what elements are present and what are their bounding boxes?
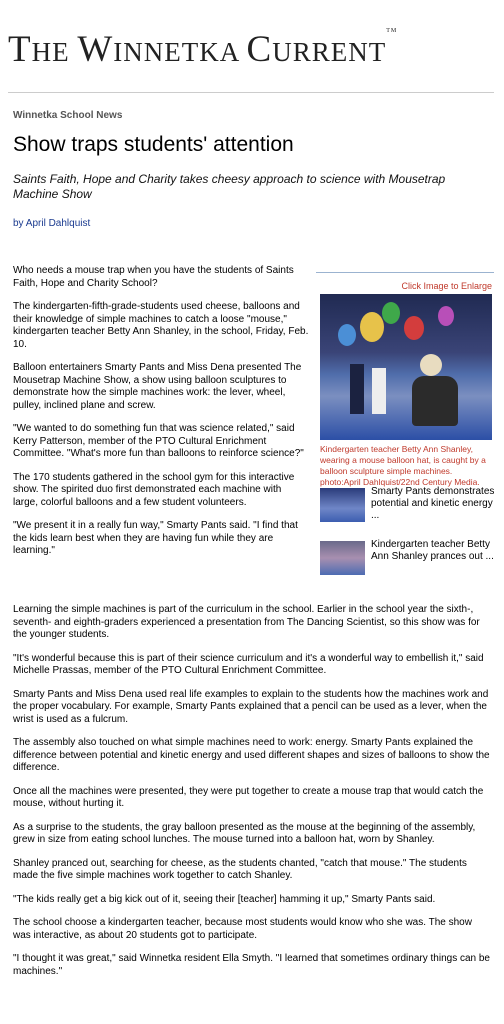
article-paragraph: Once all the machines were presented, they were put together to create a mouse trap that would catch the mouse, without hurting it. <box>13 785 484 809</box>
masthead-letter: C <box>246 29 273 70</box>
article-paragraph: Balloon entertainers Smarty Pants and Miss Dena presented The Mousetrap Machine Show, a show using balloon sculptures to demonstrate how the simple machines work: the lever, wheel, pulley, inclined plane and screw. <box>13 362 302 411</box>
section-label: Winnetka School News <box>13 110 123 121</box>
balloon-shape <box>382 302 400 324</box>
sidebar-divider <box>316 272 494 273</box>
article-paragraph: The school choose a kindergarten teacher, because most students would know who she was. The show was interactive, as about 20 students got to participate. <box>13 917 472 941</box>
thumbnail-image <box>320 488 365 522</box>
student-figure <box>350 364 364 414</box>
balloon-shape <box>360 312 384 342</box>
article-byline: by April Dahlquist <box>13 218 91 229</box>
thumbnail-caption: Kindergarten teacher Betty Ann Shanley prances out ... <box>371 539 494 562</box>
balloon-shape <box>338 324 356 346</box>
article-paragraph: "We present it in a really fun way," Smarty Pants said. "I find that the kids learn best when they are having fun while they are learning." <box>13 520 298 556</box>
masthead-word: INNETKA <box>113 37 247 67</box>
masthead-letter: T <box>8 29 32 70</box>
photo-caption: Kindergarten teacher Betty Ann Shanley, wearing a mouse balloon hat, is caught by a balloon sculpture simple machines. photo:April Dahlquist/22nd Century Media. <box>320 444 486 487</box>
article-paragraph: Learning the simple machines is part of the curriculum in the school. Earlier in the school year the sixth-, seventh- and eighth-graders experienced a presentation from The Dancing Scientist, so this show was for the younger students. <box>13 604 480 640</box>
article-body-column <box>13 265 309 569</box>
article-paragraph: Smarty Pants and Miss Dena used real life examples to explain to the students how the machines work and the proper vocabulary. For example, Smarty Pants explained that a pencil can be used as a lever, when the wrist is used as a fulcrum. <box>13 688 489 725</box>
article-paragraph: As a surprise to the students, the gray balloon presented as the mouse at the beginning of the assembly, grew in size from eating school lunches. The mouse turned into a balloon hat, worn by Shanley. <box>13 821 476 845</box>
balloon-shape <box>438 306 454 326</box>
article-paragraph: "We wanted to do something fun that was science related," said Kerry Patterson, member of the PTO Cultural Enrichment Committee. "What's more fun than balloons to reinforce science?" <box>13 423 304 459</box>
article-paragraph: "It's wonderful because this is part of their science curriculum and it's a wonderful way to embellish it," said Michelle Prassas, member of the PTO Cultural Enrichment Committee. <box>13 652 484 676</box>
article-paragraph: "The kids really get a big kick out of it, seeing their [teacher] hamming it up," Smarty Pants said. <box>13 893 436 905</box>
masthead-logo <box>8 28 488 68</box>
main-photo[interactable] <box>320 294 492 440</box>
thumbnail-caption: Smarty Pants demonstrates potential and kinetic energy ... <box>371 486 495 521</box>
teacher-figure <box>412 376 458 426</box>
enlarge-link[interactable]: Click Image to Enlarge <box>401 281 492 291</box>
article-paragraph: "I thought it was great," said Winnetka resident Ella Smyth. "I learned that sometimes ordinary things can be machines." <box>13 953 490 977</box>
article-headline: Show traps students' attention <box>13 133 294 156</box>
article-paragraph: The assembly also touched on what simple machines need to work: energy. Smarty Pants explained the difference between potential and kinetic energy and used different shapes and sizes of balloons to show the difference. <box>13 737 490 773</box>
masthead-word: URRENT <box>272 37 387 67</box>
thumbnail-image <box>320 541 365 575</box>
article-body-full <box>13 604 491 989</box>
masthead-letter: W <box>77 29 114 70</box>
article-deck: Saints Faith, Hope and Charity takes cheesy approach to science with Mousetrap Machine Show <box>13 172 446 201</box>
trademark-mark: TM <box>386 28 398 34</box>
masthead-word: HE <box>31 37 78 67</box>
student-figure <box>372 368 386 414</box>
balloon-shape <box>404 316 424 340</box>
header-divider <box>8 92 494 93</box>
article-paragraph: Who needs a mouse trap when you have the students of Saints Faith, Hope and Charity School? <box>13 265 294 289</box>
teacher-figure <box>420 354 442 376</box>
article-paragraph: Shanley pranced out, searching for cheese, as the students chanted, "catch that mouse." The students made the five simple machines work together to catch Shanley. <box>13 857 467 881</box>
article-paragraph: The 170 students gathered in the school gym for this interactive show. The spirited duo first demonstrated each machine with large, colorful balloons and a few student volunteers. <box>13 471 295 508</box>
article-paragraph: The kindergarten-fifth-grade-students used cheese, balloons and their knowledge of simple machines to catch a loose "mouse," kindergarten teacher Betty Ann Shanley, in the school, Friday, Feb. 10. <box>13 301 309 350</box>
